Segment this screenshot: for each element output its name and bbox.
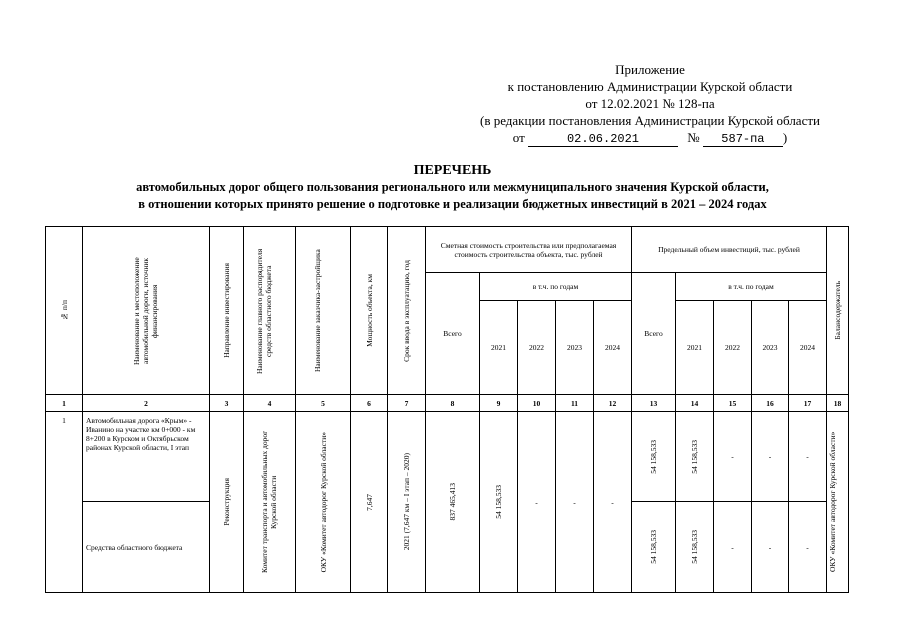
col-number: 13 [632,395,676,412]
close-paren: ) [782,130,788,145]
header-est-2021: 2021 [480,301,518,395]
col-number: 17 [789,395,827,412]
revision-ref: (в редакции постановления Администрации Курской области [479,113,820,128]
est-2024-cell: - [594,412,632,593]
title-line-1: автомобильных дорог общего пользования регионального или межмуниципального значения Курской области, [136,180,769,194]
capacity-cell: 7,647 [351,412,388,593]
header-lim-2022: 2022 [714,301,752,395]
roads-table [45,226,849,593]
lim-2022-cell: - [714,502,752,593]
number-label: № [687,130,700,145]
revision-date: 02.06.2021 [528,132,678,147]
col-number: 10 [518,395,556,412]
lim-2021-cell: 54 158,533 [676,502,714,593]
col-number: 11 [556,395,594,412]
header-customer: Наименование заказчика-застройщика [296,227,351,395]
header-est-2022: 2022 [518,301,556,395]
est-2022-cell: - [518,412,556,593]
col-number: 5 [296,395,351,412]
col-number: 12 [594,395,632,412]
col-number: 8 [426,395,480,412]
holder-cell: ОКУ «Комитет автодорог Курской области» [827,412,849,593]
header-lim-2021: 2021 [676,301,714,395]
header-lim-by-years: в т.ч. по годам [676,273,827,301]
header-name: Наименование и местоположение автомобильной дороги, источник финансирования [83,227,210,395]
est-total-cell: 837 465,413 [426,412,480,593]
lim-2024-cell: - [789,502,827,593]
est-2021-cell: 54 158,533 [480,412,518,593]
col-number: 9 [480,395,518,412]
header-est-2024: 2024 [594,301,632,395]
header-est-by-years: в т.ч. по годам [480,273,632,301]
manager-cell: Комитет транспорта и автомобильных дорог Курской области [244,412,296,593]
header-lim-total: Всего [632,273,676,395]
page-title: ПЕРЕЧЕНЬ [413,163,492,178]
revision-number: 587-па [703,132,783,147]
resolution-date: от 12.02.2021 № 128-па [585,96,715,111]
header-est-total: Всего [426,273,480,395]
header-manager: Наименование главного распорядителя средств областного бюджета [244,227,296,395]
col-number: 4 [244,395,296,412]
header-lim-2023: 2023 [752,301,789,395]
lim-total-cell: 54 158,533 [632,412,676,502]
funding-source: Средства областного бюджета [83,502,210,593]
customer-cell: ОКУ «Комитет автодорог Курской области» [296,412,351,593]
col-number: 6 [351,395,388,412]
lim-2021-cell: 54 158,533 [676,412,714,502]
header-lim-2024: 2024 [789,301,827,395]
col-number: 3 [210,395,244,412]
header-limit-group: Предельный объем инвестиций, тыс. рублей [632,227,827,273]
appendix-header [430,61,870,147]
header-holder: Балансодержатель [827,227,849,395]
col-number: 15 [714,395,752,412]
appendix-label: Приложение [615,62,685,77]
col-number: 14 [676,395,714,412]
lim-2022-cell: - [714,412,752,502]
header-term: Срок ввода в эксплуатацию, год [388,227,426,395]
col-number: 1 [46,395,83,412]
road-name: Автомобильная дорога «Крым» - Иванино на участке км 0+000 - км 8+200 в Курском и Октябрьском районах Курской области, I этап [83,412,210,502]
lim-2023-cell: - [752,502,789,593]
from-label: от [512,130,525,145]
column-number-row [46,395,849,412]
title-line-2: в отношении которых принято решение о подготовке и реализации бюджетных инвестиций в 2021 – 2024 годах [138,197,767,211]
lim-2023-cell: - [752,412,789,502]
header-capacity: Мощность объекта, км [351,227,388,395]
table-row [46,412,849,502]
header-estimate-group: Сметная стоимость строительства или предполагаемая стоимость строительства объекта, тыс. рублей [426,227,632,273]
direction-cell: Реконструкция [210,412,244,593]
col-number: 18 [827,395,849,412]
est-2023-cell: - [556,412,594,593]
col-number: 7 [388,395,426,412]
header-num: № п/п [46,227,83,395]
term-cell: 2021 (7,647 км – I этап – 2020) [388,412,426,593]
lim-2024-cell: - [789,412,827,502]
header-est-2023: 2023 [556,301,594,395]
lim-total-cell: 54 158,533 [632,502,676,593]
resolution-ref: к постановлению Администрации Курской области [507,79,793,94]
row-num: 1 [46,412,83,593]
header-direction: Направление инвестирования [210,227,244,395]
revision-line [430,129,870,147]
col-number: 2 [83,395,210,412]
col-number: 16 [752,395,789,412]
